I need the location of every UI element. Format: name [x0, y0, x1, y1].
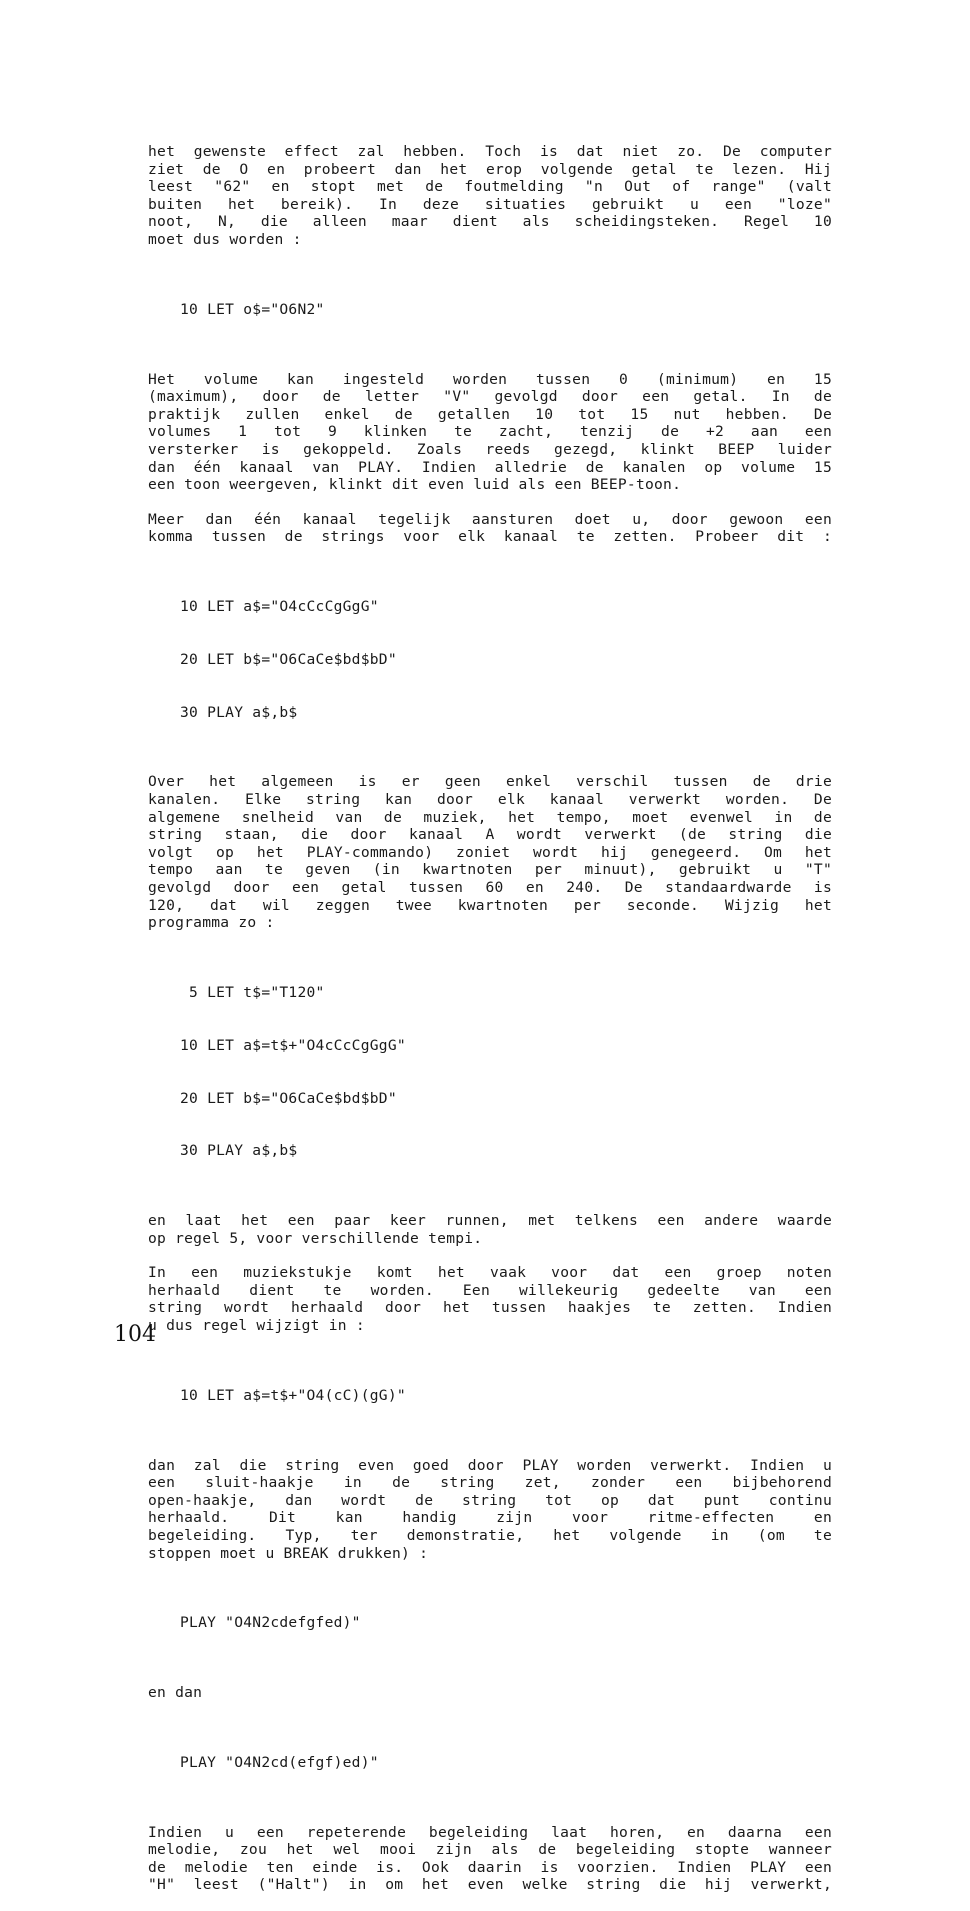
text-line: string staan, die door kanaal A wordt verwerkt (de string die [148, 826, 832, 844]
paragraph [148, 1212, 832, 1247]
code-listing [180, 563, 832, 757]
text-line: programma zo : [148, 914, 275, 932]
code-line: 10 LET a$="O4cCcCgGgG" [180, 598, 379, 616]
paragraph [148, 1824, 832, 1894]
code-line: 20 LET b$="O6CaCe$bd$bD" [180, 1089, 397, 1107]
code-line: 5 LET t$="T120" [180, 983, 325, 1001]
code-line: 20 LET b$="O6CaCe$bd$bD" [180, 650, 397, 668]
text-line: herhaald. Dit kan handig zijn voor ritme-effecten en [148, 1509, 832, 1527]
text-line: een toon weergeven, klinkt dit even luid als een BEEP-toon. [148, 476, 682, 494]
text-line: en dan [148, 1684, 203, 1702]
text-line: en laat het een paar keer runnen, met telkens een andere waarde [148, 1212, 832, 1230]
text-line: moet dus worden : [148, 230, 302, 248]
code-line: 30 PLAY a$,b$ [180, 1142, 298, 1160]
paragraph [148, 143, 832, 249]
text-line: praktijk zullen enkel de getallen 10 tot 15 nut hebben. De [148, 405, 832, 423]
text-line: Over het algemeen is er geen enkel verschil tussen de drie [148, 773, 832, 791]
page-content [148, 143, 832, 1911]
text-line: In een muziekstukje komt het vaak voor dat een groep noten [148, 1264, 832, 1282]
text-line: gevolgd door een getal tussen 60 en 240. De standaardwarde is [148, 878, 832, 896]
text-line: "H" leest ("Halt") in om het even welke string die hij verwerkt, [148, 1876, 832, 1894]
paragraph [148, 773, 832, 931]
text-line: noot, N, die alleen maar dient als scheidingsteken. Regel 10 [148, 213, 832, 231]
text-line: leest "62" en stopt met de foutmelding "n Out of range" (valt [148, 178, 832, 196]
text-line: herhaald dient te worden. Een willekeurig gedeelte van een [148, 1281, 832, 1299]
paragraph [148, 1457, 832, 1563]
text-line: versterker is gekoppeld. Zoals reeds gezegd, klinkt BEEP luider [148, 440, 832, 458]
text-line: algemene snelheid van de muziek, het tempo, moet evenwel in de [148, 808, 832, 826]
text-line: een sluit-haakje in de string zet, zonder een bijbehorend [148, 1474, 832, 1492]
paragraph [148, 511, 832, 546]
page-number: 104 [114, 1322, 156, 1347]
text-line: dan zal die string even goed door PLAY worden verwerkt. Indien u [148, 1456, 832, 1474]
code-line: 30 PLAY a$,b$ [180, 703, 298, 721]
code-listing [180, 1352, 832, 1440]
text-line: buiten het bereik). In deze situaties gebruikt u een "loze" [148, 195, 832, 213]
text-line: volgt op het PLAY-commando) zoniet wordt hij genegeerd. Om het [148, 843, 832, 861]
code-line: 10 LET a$=t$+"O4(cC)(gG)" [180, 1386, 406, 1404]
text-line: string wordt herhaald door het tussen haakjes te zetten. Indien [148, 1299, 832, 1317]
text-line: Meer dan één kanaal tegelijk aansturen doet u, door gewoon een [148, 510, 832, 528]
code-listing [180, 949, 832, 1195]
text-line: open-haakje, dan wordt de string tot op dat punt continu [148, 1491, 832, 1509]
code-line: 10 LET o$="O6N2" [180, 300, 325, 318]
text-line: kanalen. Elke string kan door elk kanaal verwerkt worden. De [148, 791, 832, 808]
code-line: 10 LET a$=t$+"O4cCcCgGgG" [180, 1036, 406, 1054]
text-line: tempo aan te geven (in kwartnoten per minuut), gebruikt u "T" [148, 861, 832, 879]
code-line: PLAY "O4N2cdefgfed)" [180, 1614, 361, 1632]
paragraph [148, 1684, 832, 1702]
paragraph [148, 1264, 832, 1334]
text-line: dan één kanaal van PLAY. Indien alledrie de kanalen op volume 15 [148, 458, 832, 476]
code-listing [180, 1719, 832, 1807]
text-line: begeleiding. Typ, ter demonstratie, het volgende in (om te [148, 1526, 832, 1544]
text-line: 120, dat wil zeggen twee kwartnoten per seconde. Wijzig het [148, 896, 832, 914]
code-line: PLAY "O4N2cd(efgf)ed)" [180, 1753, 379, 1771]
paragraph [148, 371, 832, 494]
text-line: melodie, zou het wel mooi zijn als de begeleiding stopte wanneer [148, 1841, 832, 1859]
text-line: op regel 5, voor verschillende tempi. [148, 1229, 483, 1247]
code-listing [180, 266, 832, 354]
text-line: stoppen moet u BREAK drukken) : [148, 1544, 429, 1562]
text-line: Het volume kan ingesteld worden tussen 0 (minimum) en 15 [148, 370, 832, 388]
text-line: komma tussen de strings voor elk kanaal te zetten. Probeer dit : [148, 528, 832, 546]
text-line: Indien u een repeterende begeleiding laat horen, en daarna een [148, 1823, 832, 1841]
text-line: het gewenste effect zal hebben. Toch is dat niet zo. De computer [148, 143, 832, 160]
text-line: ziet de O en probeert dan het erop volgende getal te lezen. Hij [148, 160, 832, 178]
text-line: u dus regel wijzigt in : [148, 1317, 365, 1335]
text-line: volumes 1 tot 9 klinken te zacht, tenzij de +2 aan een [148, 423, 832, 441]
code-listing [180, 1579, 832, 1667]
text-line: (maximum), door de letter "V" gevolgd door een getal. In de [148, 388, 832, 406]
text-line: de melodie ten einde is. Ook daarin is voorzien. Indien PLAY een [148, 1858, 832, 1876]
